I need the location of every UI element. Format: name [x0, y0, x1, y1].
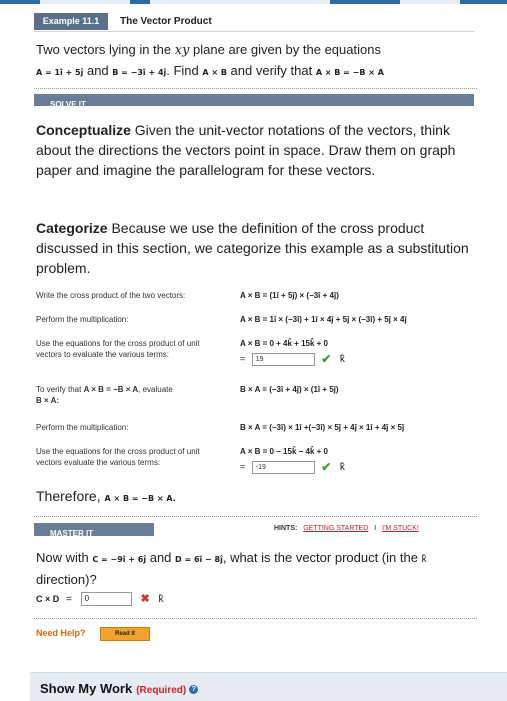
- therefore-word: Therefore,: [36, 488, 101, 504]
- question-part: Now with: [36, 550, 93, 565]
- conceptualize-text: Given the unit-vector notations of the vectors, think about the directions the vectors point in space. Draw them on graph paper and imagine the parallelogram for these vectors.: [36, 122, 456, 178]
- intro-part: and: [83, 63, 113, 78]
- intro-part: and verify that: [226, 63, 316, 78]
- step-6-equation: A × B = 0 − 15k̂ − 4k̂ + 0: [240, 447, 328, 456]
- cd-label: C × D: [36, 594, 60, 604]
- example-header: [34, 13, 474, 32]
- step-2-equation: A × B = 1î × (−3î) + 1î × 4ĵ + 5ĵ × (−3î) + 5ĵ × 4ĵ: [240, 315, 407, 324]
- step-6-answer-input[interactable]: -19: [252, 461, 315, 474]
- step-1-equation: A × B = (1î + 5ĵ) × (−3î + 4ĵ): [240, 291, 339, 300]
- vector-a-equation: A = 1î + 5ĵ: [36, 68, 84, 77]
- dotted-divider: [34, 88, 477, 89]
- question-part: and: [146, 550, 176, 565]
- hints-bar: [274, 525, 419, 532]
- equals-sign: =: [240, 461, 246, 472]
- step-3-answer-input[interactable]: 19: [252, 353, 315, 366]
- show-my-work-title: Show My Work: [40, 681, 133, 696]
- step-3-equation: A × B = 0 + 4k̂ + 15k̂ + 0: [240, 339, 328, 348]
- top-bar: [0, 0, 507, 4]
- step-4-equation: B × A = (−3î + 4ĵ) × (1î + 5ĵ): [240, 385, 339, 394]
- therefore-identity: A × B = −B × A.: [104, 494, 176, 503]
- top-bar-segment: [40, 0, 130, 4]
- step-5-label: Perform the multiplication:: [36, 423, 129, 432]
- step-4-text: , evaluate: [138, 385, 173, 394]
- hint-separator: I: [374, 525, 377, 532]
- step-4-identity: A × B = −B × A: [83, 385, 139, 394]
- conceptualize-heading: Conceptualize: [36, 122, 131, 138]
- step-4-bxa: B × A:: [36, 396, 60, 405]
- intro-text: [36, 40, 476, 83]
- step-3-label: Use the equations for the cross product of unit vectors to evaluate the various terms:: [36, 339, 200, 359]
- intro-part: Two vectors lying in the: [36, 42, 175, 57]
- hints-label: HINTS:: [274, 525, 298, 532]
- step-6-answer-row: [240, 460, 345, 474]
- step-3-answer-row: [240, 352, 345, 366]
- conceptualize-paragraph: [36, 120, 476, 180]
- categorize-paragraph: [36, 218, 476, 278]
- dotted-divider: [34, 516, 477, 517]
- intro-xy: xy: [174, 43, 190, 58]
- categorize-text: Because we use the definition of the cross product discussed in this section, we categorize this example as a substitution problem.: [36, 220, 469, 276]
- show-my-work-header: [40, 681, 198, 696]
- solve-it-label: SOLVE IT: [50, 100, 86, 109]
- cross-product-identity: A × B = −B × A: [315, 68, 384, 77]
- master-it-bar: [34, 523, 154, 536]
- k-hat-unit: k̂: [158, 593, 164, 605]
- vector-d-equation: D = 6î − 8ĵ: [175, 555, 223, 564]
- intro-part: plane are given by the equations: [189, 42, 381, 57]
- check-icon: ✔: [321, 352, 332, 366]
- equals-sign: =: [240, 353, 246, 364]
- required-label: (Required): [136, 685, 187, 696]
- step-2-label: Perform the multiplication:: [36, 315, 129, 324]
- help-icon[interactable]: ?: [189, 685, 198, 694]
- example-badge: Example 11.1: [34, 13, 108, 30]
- intro-part: . Find: [166, 63, 203, 78]
- x-mark-icon: ✖: [140, 593, 150, 605]
- hint-im-stuck-link[interactable]: I'M STUCK!: [382, 525, 419, 532]
- vector-c-equation: C = −9î + 6ĵ: [92, 555, 147, 564]
- step-1-label: Write the cross product of the two vectors:: [36, 291, 186, 300]
- show-my-work-panel[interactable]: [30, 672, 507, 701]
- hint-getting-started-link[interactable]: GETTING STARTED: [303, 525, 369, 532]
- cd-answer-row: [36, 592, 163, 606]
- k-hat-unit: k̂: [339, 353, 345, 365]
- cross-product-ab: A × B: [202, 68, 227, 77]
- master-it-label: MASTER IT: [50, 529, 94, 538]
- k-hat-unit: k̂: [339, 461, 345, 473]
- question-part: direction)?: [36, 572, 97, 587]
- question-khat: k̂: [421, 554, 427, 565]
- equals-sign: =: [66, 594, 72, 605]
- top-bar-segment: [400, 0, 460, 4]
- question-part: , what is the vector product (in the: [222, 550, 422, 565]
- dotted-divider: [34, 618, 477, 619]
- solve-it-bar: [34, 94, 474, 109]
- read-it-button[interactable]: Read It: [100, 627, 150, 641]
- need-help-label: Need Help?: [36, 628, 86, 638]
- step-6-label: Use the equations for the cross product of unit vectors evaluate the various terms:: [36, 447, 200, 467]
- top-bar-segment: [150, 0, 330, 4]
- step-5-equation: B × A = (−3î) × 1î +(−3î) × 5ĵ + 4ĵ × 1î + 4ĵ × 5ĵ: [240, 423, 405, 432]
- master-it-question: [36, 548, 476, 590]
- cd-answer-input[interactable]: 0: [81, 592, 132, 606]
- check-icon: ✔: [321, 460, 332, 474]
- example-title: The Vector Product: [120, 16, 212, 27]
- step-4-label: [36, 384, 226, 406]
- therefore-line: [36, 488, 176, 504]
- vector-b-equation: B = −3î + 4ĵ: [112, 68, 167, 77]
- categorize-heading: Categorize: [36, 220, 108, 236]
- step-4-text: To verify that: [36, 385, 84, 394]
